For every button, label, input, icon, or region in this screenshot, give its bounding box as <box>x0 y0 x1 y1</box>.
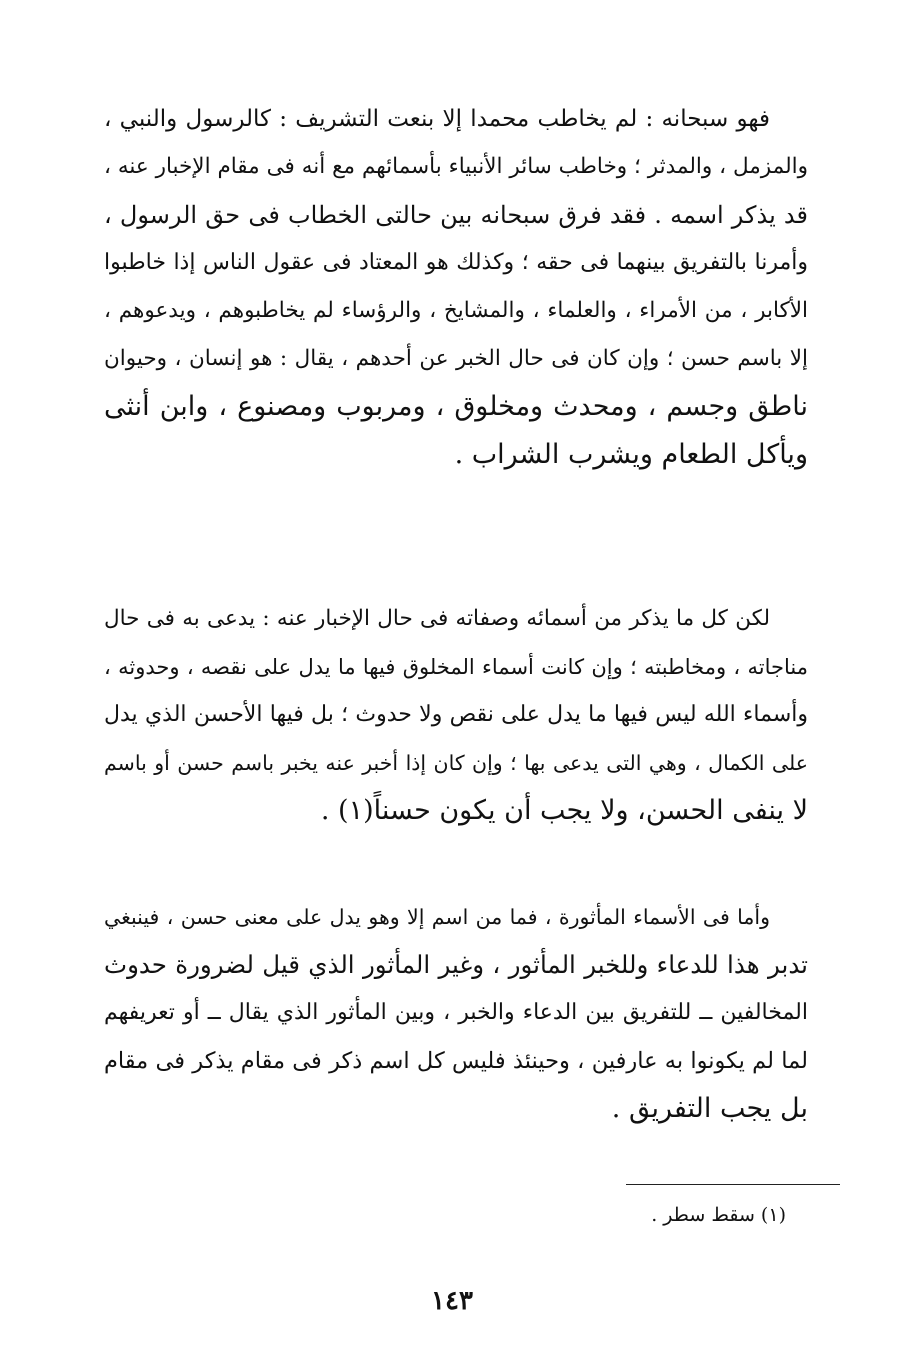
footnote-divider <box>626 1184 840 1185</box>
text-line: وأما فى الأسماء المأثورة ، فما من اسم إلا وهو يدل على معنى حسن ، فينبغي <box>104 905 770 929</box>
text-line: ناطق وجسم ، ومحدث ومخلوق ، ومربوب ومصنوع ، وابن أنثى <box>104 391 808 422</box>
text-line: قد يذكر اسمه . فقد فرق سبحانه بين حالتى الخطاب فى حق الرسول ، <box>104 201 808 229</box>
text-line: على الكمال ، وهي التى يدعى بها ؛ وإن كان إذا أخبر عنه يخبر باسم حسن أو باسم <box>104 751 808 775</box>
text-line: المخالفين ــ للتفريق بين الدعاء والخبر ، وبين المأثور الذي يقال ــ أو تعريفهم <box>104 1000 808 1025</box>
text-line: الأكابر ، من الأمراء ، والعلماء ، والمشايخ ، والرؤساء لم يخاطبوهم ، ويدعوهم ، <box>104 298 808 323</box>
paragraph-2 <box>104 595 808 835</box>
text-line: لا ينفى الحسن، ولا يجب أن يكون حسناً(١) . <box>320 795 808 826</box>
text-line: لكن كل ما يذكر من أسمائه وصفاته فى حال الإخبار عنه : يدعى به فى حال <box>104 606 770 631</box>
text-line: تدبر هذا للدعاء وللخبر المأثور ، وغير المأثور الذي قيل لضرورة حدوث <box>104 950 808 979</box>
page-number: ١٤٣ <box>431 1286 473 1316</box>
text-line: فهو سبحانه : لم يخاطب محمدا إلا بنعت التشريف : كالرسول والنبي ، <box>104 106 770 132</box>
text-line: مناجاته ، ومخاطبته ؛ وإن كانت أسماء المخلوق فيها ما يدل على نقصه ، وحدوثه ، <box>104 655 808 679</box>
text-line: ويأكل الطعام ويشرب الشراب . <box>454 439 808 470</box>
text-line: وأمرنا بالتفريق بينهما فى حقه ؛ وكذلك هو المعتاد فى عقول الناس إذا خاطبوا <box>104 250 808 275</box>
text-line: وأسماء الله ليس فيها ما يدل على نقص ولا حدوث ؛ بل فيها الأحسن الذي يدل <box>104 702 808 727</box>
text-line: إلا باسم حسن ؛ وإن كان فى حال الخبر عن أحدهم ، يقال : هو إنسان ، وحيوان <box>104 346 808 371</box>
paragraph-1 <box>104 95 808 479</box>
text-line: والمزمل ، والمدثر ؛ وخاطب سائر الأنبياء بأسمائهم مع أنه فى مقام الإخبار عنه ، <box>104 154 808 179</box>
footnote: (١) سقط سطر . <box>651 1204 786 1226</box>
text-line: لما لم يكونوا به عارفين ، وحينئذ فليس كل اسم ذكر فى مقام يذكر فى مقام <box>104 1048 808 1074</box>
paragraph-3 <box>104 893 808 1133</box>
text-line: بل يجب التفريق . <box>611 1093 808 1124</box>
